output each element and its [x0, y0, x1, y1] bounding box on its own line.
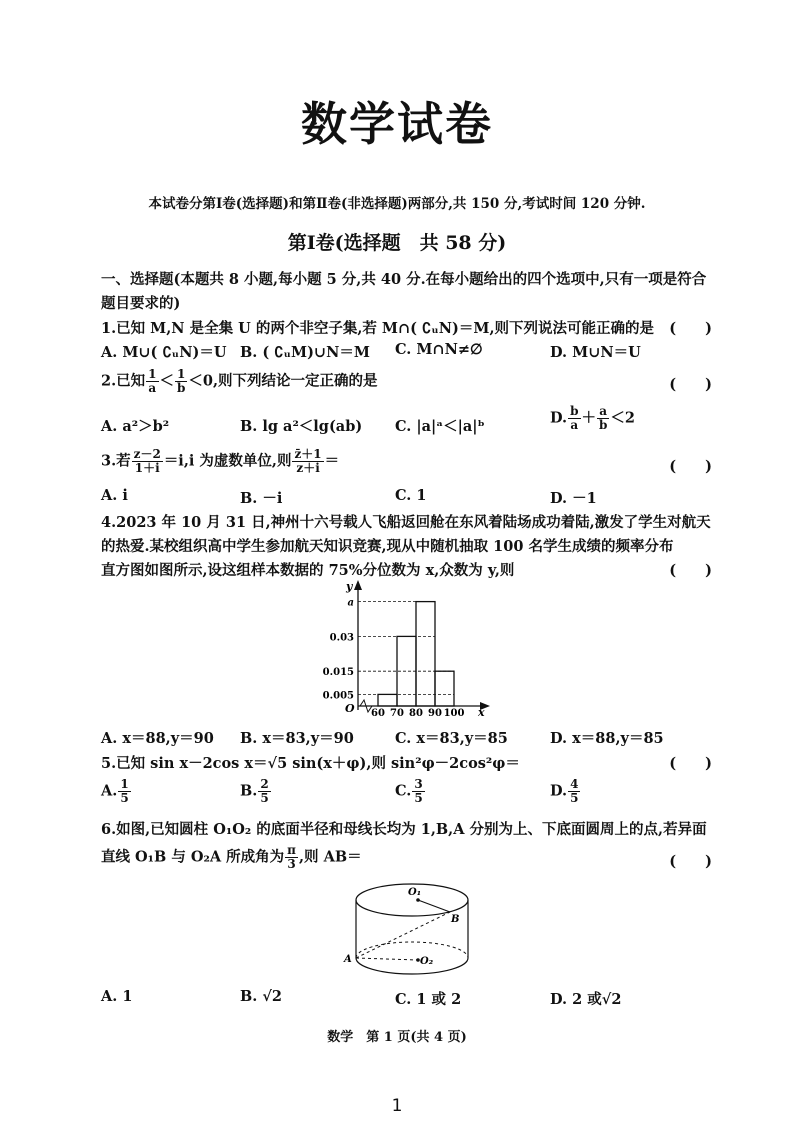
- x-tick-label: 100: [443, 708, 465, 719]
- q6-option-c: C. 1 或 2: [395, 991, 462, 1008]
- label-b: B: [451, 914, 460, 925]
- origin-label: O: [345, 702, 355, 715]
- cylinder-figure: [340, 878, 480, 982]
- q1-option-d: D. M∪N＝U: [550, 344, 641, 361]
- y-axis-label: y: [346, 580, 353, 593]
- q3-option-c: C. 1: [395, 487, 427, 504]
- q2-fraction-2: $\frac{1}{b}$: [177, 367, 186, 395]
- section-title: 第Ⅰ卷(选择题 共 58 分): [287, 232, 507, 254]
- q3-stem: 3.若 $\frac{z-2}{1+i}$ ＝i,i 为虚数单位,则 $\frac{z̄+1}{z+i}$ ＝: [101, 447, 340, 475]
- part-heading-line2: 题目要求的): [101, 295, 181, 312]
- q4-line1: 4.2023 年 10 月 31 日,神州十六号载人飞船返回舱在东风着陆场成功着陆,激发了学生对航天: [101, 514, 711, 531]
- q2-stem: 2.已知 $\frac{1}{a}$ ＜ $\frac{1}{b}$ ＜0,则下列结论一定正确的是: [101, 367, 378, 395]
- q4-line2: 的热爱.某校组织高中学生参加航天知识竞赛,现从中随机抽取 100 名学生成绩的频率分布: [101, 538, 674, 555]
- q2-option-c: C. |a|ᵃ＜|a|ᵇ: [395, 418, 485, 435]
- histogram-axes: [345, 580, 490, 719]
- x-axis-label: x: [478, 706, 485, 719]
- q2-option-d: D. $\frac{b}{a}$ ＋ $\frac{a}{b}$ ＜2: [550, 404, 635, 432]
- segment-o1b: [418, 900, 450, 912]
- label-o1: O₁: [408, 887, 422, 898]
- label-o2: O₂: [420, 956, 434, 967]
- label-a: A: [344, 954, 352, 965]
- q6-option-d: D. 2 或√2: [550, 991, 622, 1008]
- q5-option-a: A. $\frac{1}{5}$: [101, 777, 129, 805]
- y-tick-label: a: [347, 597, 354, 609]
- x-tick-label: 80: [409, 708, 423, 719]
- frequency-histogram: [320, 578, 500, 720]
- segment-o2a: [356, 958, 418, 960]
- page-title: 数学试卷: [301, 97, 493, 151]
- q4-option-a: A. x＝88,y＝90: [101, 730, 214, 747]
- q5-option-c: C. $\frac{3}{5}$: [395, 777, 423, 805]
- x-tick-label: 60: [371, 708, 385, 719]
- q1-answer-paren: ( ): [669, 320, 712, 337]
- q5-option-b: B. $\frac{2}{5}$: [240, 777, 269, 805]
- bottom-front-arc: [356, 958, 468, 974]
- histogram-bar: [416, 602, 435, 706]
- q2-option-b: B. lg a²＜lg(ab): [240, 418, 363, 435]
- histogram-bar: [435, 671, 454, 706]
- q6-answer-paren: ( ): [669, 853, 712, 870]
- q1-option-c: C. M∩N≠∅: [395, 341, 483, 358]
- y-axis-arrow: [354, 580, 362, 590]
- q6-option-b: B. √2: [240, 988, 282, 1005]
- q3-answer-paren: ( ): [669, 458, 712, 475]
- q6-line2: 直线 O₁B 与 O₂A 所成角为 $\frac{\pi}{3}$ ,则 AB＝: [101, 843, 362, 871]
- y-tick-label: 0.005: [322, 690, 354, 702]
- q3-option-d: D. －1: [550, 490, 597, 507]
- q4-option-c: C. x＝83,y＝85: [395, 730, 508, 747]
- q2-answer-paren: ( ): [669, 376, 712, 393]
- q4-line3: 直方图如图所示,设这组样本数据的 75%分位数为 x,众数为 y,则: [101, 562, 515, 579]
- q4-option-b: B. x＝83,y＝90: [240, 730, 354, 747]
- x-tick-label: 70: [390, 708, 404, 719]
- y-tick-label: 0.015: [322, 667, 354, 679]
- histogram-bar: [378, 694, 397, 706]
- q5-answer-paren: ( ): [669, 755, 712, 772]
- q5-stem: 5.已知 sin x－2cos x＝√5 sin(x＋φ),则 sin²φ－2cos²φ＝: [101, 755, 520, 772]
- x-tick-label: 90: [428, 708, 442, 719]
- point-o1: [416, 898, 420, 902]
- q6-option-a: A. 1: [101, 988, 133, 1005]
- q4-answer-paren: ( ): [669, 562, 712, 579]
- q1-stem: 1.已知 M,N 是全集 U 的两个非空子集,若 M∩( ∁ᵤN)＝M,则下列说法可能正确的是: [101, 320, 655, 337]
- q4-option-d: D. x＝88,y＝85: [550, 730, 664, 747]
- q6-line1: 6.如图,已知圆柱 O₁O₂ 的底面半径和母线长均为 1,B,A 分别为上、下底面圆周上的点,若异面: [101, 821, 707, 838]
- exam-intro: 本试卷分第Ⅰ卷(选择题)和第Ⅱ卷(非选择题)两部分,共 150 分,考试时间 120 分钟.: [148, 196, 646, 212]
- q3-fraction-2: $\frac{z̄+1}{z+i}$: [294, 447, 322, 475]
- page-number: 1: [391, 1096, 403, 1116]
- q2-fraction-1: $\frac{1}{a}$: [148, 367, 157, 395]
- q1-option-a: A. M∪( ∁ᵤN)＝U: [101, 344, 227, 361]
- page-footer: 数学 第 1 页(共 4 页): [327, 1030, 467, 1045]
- q1-option-b: B. ( ∁ᵤM)∪N＝M: [240, 344, 370, 361]
- q3-option-a: A. i: [101, 487, 128, 504]
- q2-option-a: A. a²＞b²: [101, 418, 170, 435]
- y-tick-label: 0.03: [329, 632, 354, 644]
- q5-option-d: D. $\frac{4}{5}$: [550, 777, 579, 805]
- segment-ab: [356, 912, 450, 958]
- part-heading-line1: 一、选择题(本题共 8 小题,每小题 5 分,共 40 分.在每小题给出的四个选项中,只有一项是符合: [101, 271, 707, 288]
- q3-option-b: B. －i: [240, 490, 283, 507]
- q3-fraction-1: $\frac{z-2}{1+i}$: [133, 447, 161, 475]
